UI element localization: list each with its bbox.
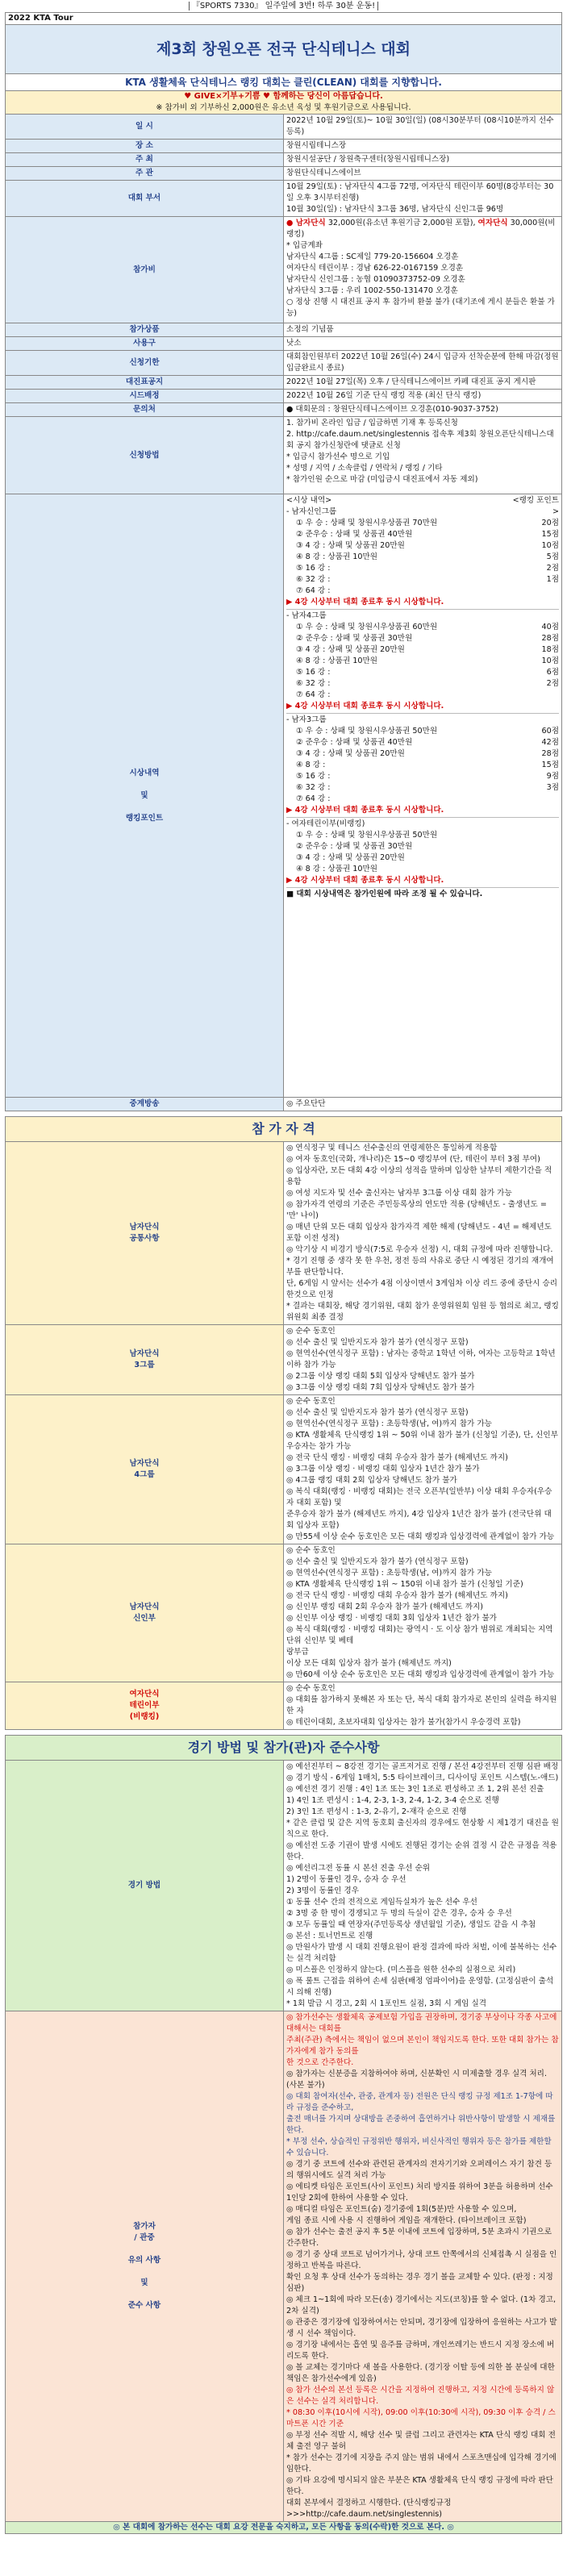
apply-line: 2. http://cafe.daum.net/singlestennis 접속후 제3회 창원오픈단식테니스대회 공지 참가신청란에 댓글로 신청 [286,430,554,450]
conduct-line: ◎ 참가 선수의 본선 등록은 시간을 지정하여 진행하고, 지정 시간에 등록하지 않은 선수는 실격 처리합니다. [286,2386,555,2406]
qualification-line: ◎ 대회를 참가하지 못해본 자 또는 단, 복식 대회 참가자로 본인의 실력을 하지원한 자 [286,1695,557,1715]
qualification-line: ◎ KTA 생활체육 단식랭킹 1위 ~ 150위 이내 참가 불가 (신청일 기준) [286,1580,523,1589]
info-value: 2022년 10월 27일(목) 오후 / 단식테니스에이브 카페 대진표 공지 게시판 [284,376,562,390]
info-value: 2022년 10월 26일 기준 단식 랭킹 적용 (최신 단식 랭킹) [284,390,562,403]
broadcast-value: ◎ 주요단단 [284,1098,562,1111]
conduct-line: 한 것으로 간주한다. [286,2058,354,2067]
info-row [6,337,562,351]
conduct-line: 대회 본부에서 결정하고 시행한다. (단식랭킹규정>>>http://cafe.daum.net/singlestennis) [286,2499,452,2519]
award-text: ② 준우승 : 상패 및 상품권 30만원 [296,842,413,851]
fee-label: 참가비 [6,217,284,323]
award-points: 5점 [546,552,559,561]
info-label: 문의처 [6,403,284,417]
awards-label [6,494,284,1098]
qualification-body [6,1142,562,1730]
qualification-table [5,1116,562,1730]
conduct-line: ◎ 대회 참여자(선수, 관중, 관계자 등) 전원은 단식 랭킹 규정 제1조 1-7항에 따라 규정을 준수하고, [286,2092,553,2112]
info-row [6,140,562,153]
qualification-line: ◎ 현역선수(연식정구 포함) : 남자는 중학교 1학년 이하, 여자는 고등학교 1학년 이하 참가 가능 [286,1349,556,1369]
award-text: ② 준우승 : 상패 및 상품권 40만원 [296,738,413,747]
apply-value [284,417,562,494]
award-row [286,678,559,690]
award-points: 1점 [546,575,559,584]
award-text: ③ 4 강 : 상패 및 상품권 20만원 [296,749,405,758]
qualification-row [6,1682,562,1730]
award-row [286,737,559,748]
qualification-value [284,1682,562,1730]
qualification-line: ◎ 현역선수(연식정구 포함) : 초등학생(남, 여)까지 참가 가능 [286,1419,492,1428]
award-row [286,563,559,574]
award-row [286,794,559,805]
award-row [286,690,559,701]
info-value: 낫소 [284,337,562,351]
award-note: ▶ 4강 시상부터 대회 종료후 동시 시상합니다. [286,876,444,885]
qualification-value [284,1395,562,1544]
award-points: 20점 [541,519,559,527]
qualification-line: ◎ 복식 대회(랭킹 · 비랭킹 대회)는 전국 오픈부(일반부) 이상 대회 우승자(우승자 대회 포함) 및 [286,1487,552,1507]
method-line: ◎ 미스플은 인정하지 않는다. (미스플을 원한 선수의 실점으로 처리) [286,1965,516,1974]
method-line: * 1회 발급 시 경고, 2회 시 1포인트 실점, 3회 시 게임 실격 [286,1999,486,2008]
qualification-line: ◎ 순수 동호인 [286,1546,336,1555]
award-text: ① 우 승 : 상패 및 창원시우상품권 70만원 [296,519,438,527]
qualification-value [284,1544,562,1682]
conduct-line: 출전 매너를 가지며 상대방을 존중하여 흡연하거나 위반사항이 발생할 시 제재를 한다. [286,2115,556,2135]
conduct-line: ◎ 경기 중 코트에 선수와 관련된 관계자의 전자기기와 오퍼레이스 자기 참견 등의 행위시에도 실격 처리 가능 [286,2160,552,2180]
method-line: ◎ 예선진부터 ~ 8강전 경기는 골프저거로 진행 / 본선 4강전부터 진행 심판 배정 [286,1762,559,1771]
info-row [6,167,562,181]
info-label: 장 소 [6,140,284,153]
qualification-line: * 경기 진행 중 생각 못 한 우천, 정전 등의 사유로 중단 시 예정된 경기의 재개여부를 판단합니다. [286,1257,554,1277]
fee-row [6,217,562,323]
method-value [284,1761,562,2011]
broadcast-row [6,1098,562,1111]
method-line: 1) 4인 1조 편성시 : 1-4, 2-3, 1-3, 2-4, 1-2, 3-4 순으로 진행 [286,1796,499,1805]
award-group-name: - 남자4그룹 [286,611,327,620]
award-row [286,830,559,841]
qualification-line: ◎ 3그룹 이상 랭킹 대회 7회 입상자 당해년도 참가 불가 [286,1383,475,1392]
qualification-line: ◎ 3그룹 이상 랭킹 · 비랭킹 대회 입상자 1년간 참가 불가 [286,1465,480,1473]
qualification-line: 준우승자 참가 불가 (해제년도 까지), 4강 입상자 1년간 참가 불가 (전국단위 대회 입상자 포함) [286,1510,552,1530]
info-row [6,115,562,140]
info-value: 대회참인원부터 2022년 10월 26일(수) 24시 입금자 선착순분에 한해 마감(정원 입금완료시 종료) [284,351,562,376]
award-text: ① 우 승 : 상패 및 창원시우상품권 50만원 [296,831,438,840]
qualification-line: ◎ 매년 단위 모든 대회 입상자 참가자격 제한 해제 (당해년도 - 4년 = 해제년도 포함 이전 성적) [286,1223,552,1243]
award-row [286,518,559,529]
conduct-line: * 08:30 이후(10시에 시작), 09:00 이후(10:30에 시작), 09:30 이후 승격 / 스마트폰 시간 기준 [286,2408,556,2428]
apply-line: * 성명 / 지역 / 소속클럽 / 연락처 / 랭킹 / 기타 [286,464,443,473]
fee-women-amount: 30,000원(비랭킹) [286,219,556,239]
qualification-value [284,1142,562,1325]
info-label: 주 관 [6,167,284,181]
info-value: 소정의 기념품 [284,323,562,337]
info-label: 신청기한 [6,351,284,376]
qualification-line: ◎ 참가자격 연령의 기준은 주민등록상의 연도만 적용 (당해년도 - 출생년도 = '만' 나이) [286,1200,547,1220]
info-row [6,390,562,403]
award-points: 2점 [546,564,559,573]
conduct-line: ◎ 부정 선수 적발 시, 해당 선수 및 클럽 그리고 관련자는 KTA 단식 랭킹 대회 전체 출전 영구 불허 [286,2431,556,2451]
method-line: 1) 2명이 동률인 경우, 승자 승 우선 [286,1875,406,1884]
award-text: ④ 8 강 : 상품권 10만원 [296,552,377,561]
qualification-label: 남자단식 신인부 [6,1544,284,1682]
fee-line: ○ 정상 진행 시 대진표 공지 후 참가비 환불 불가 (대기조에 게시 분들은 환불 가능) [286,298,555,318]
info-label: 대진표공지 [6,376,284,390]
award-row [286,841,559,852]
award-text: ⑥ 32 강 : [296,679,331,688]
award-text: ① 우 승 : 상패 및 창원시우상품권 60만원 [296,623,438,631]
conduct-line: 주최(주관) 측에서는 책임이 없으며 본인이 책임지도록 한다. 또한 대회 참가는 참가자에게 참가 동의를 [286,2036,559,2056]
qualification-line: ◎ 순수 동호인 [286,1397,336,1406]
conduct-line: ◎ 참가선수는 생활체육 공제보험 가입을 권장하며, 경기중 부상이나 각종 사고에 대해서는 대회를 [286,2013,557,2033]
fee-men-label: ● 남자단식 [286,219,326,227]
division-line: 10월 29일(토) : 남자단식 4그룹 72명, 여자단식 테린이부 60명(8강부터는 30일 오후 3시부터진행) [286,182,554,202]
awards-head-left: <시상 내역> [286,496,332,505]
award-row [286,667,559,678]
awards-label-a: 시상내역 [129,768,160,777]
qualification-row [6,1544,562,1682]
award-text: ④ 8 강 : [296,761,326,769]
qualification-line: ◎ 순수 동호인 [286,1327,336,1336]
give-line-1: ♥ GIVE×기부+기쁨 ♥ 함께하는 당신이 아름답습니다. [184,92,383,101]
award-group-name: - 여자테린이부(비랭킹) [286,819,365,828]
qualification-label: 여자단식 테린이부 (비랭킹) [6,1682,284,1730]
page-title: 제3회 창원오픈 전국 단식테니스 대회 [6,25,562,74]
apply-row [6,417,562,494]
qualification-line: ◎ 복식 대회(랭킹 · 비랭킹 대회)는 광역시 · 도 이상 참가 범위로 개최되는 지역 단위 신인부 및 베테 [286,1625,553,1645]
method-line: ① 동률 선수 간의 전적으로 게임득실차가 높은 선수 우선 [286,1898,477,1907]
award-points: 2점 [546,679,559,688]
conduct-label-c: 유의 사항 [127,2256,161,2265]
award-points: 28점 [541,749,559,758]
conduct-line: ◎ 참가자는 신분증을 지참하여야 하며, 신분확인 시 미제출할 경우 실격 처리. (사본 불가) [286,2070,547,2090]
info-value: 창원시설공단 / 창원축구센터(창원시립테니스장) [284,153,562,167]
conduct-line: ◎ 체크 1~1회에 따라 모든(송) 경기에서는 지도(코칭)를 할 수 없다. (1차 경고, 2차 실격) [286,2295,557,2315]
info-row [6,351,562,376]
qualification-line: ◎ 입상자란, 모든 대회 4강 이상의 성적을 말하며 입상한 날부터 제한기간을 적용함 [286,1166,552,1186]
method-line: ◎ 폭 룰트 근접을 위하여 손세 심판(배정 엄파이어)을 운영함. (고정심판이 출석시 의해 진행) [286,1977,554,1997]
top-slogan: 『SPORTS 7330』 일주일에 3번! 하루 30분 운동! [189,2,378,10]
fee-main-line [286,218,559,240]
qualification-line: ◎ KTA 생활체육 단식랭킹 1위 ~ 50위 이내 참가 불가 (신청일 기준), 단, 신인부 우승자는 참가 가능 [286,1431,558,1451]
award-points: 15점 [541,530,559,539]
award-points: 40점 [541,623,559,631]
apply-label: 신청방법 [6,417,284,494]
award-row [286,771,559,782]
qualification-line: ◎ 신인부 랭킹 대회 2회 우승자 참가 불가 (해제년도 까지) [286,1603,484,1611]
qualification-line: 랑부급 [286,1648,309,1657]
qualification-line: ◎ 선수 출신 및 일반지도자 참가 불가 (연식정구 포함) [286,1338,469,1347]
info-value: 2022년 10월 29일(토)~ 10월 30일(일) (08시30분부터 (08시10분까지 선수등록) [284,115,562,140]
award-points: 9점 [546,772,559,781]
conduct-line: ◎ 관중은 경기장에 입장하여서는 안되며, 경기장에 입장하여 응원하는 사고가 발생 시 선수 책임이다. [286,2318,557,2338]
qualification-line: ◎ 만60세 이상 순수 동호인은 모든 대회 랭킹과 입상경력에 관계없이 참가 가능 [286,1670,555,1679]
award-group-name: - 남자신인그룹 [286,507,337,516]
info-value [284,181,562,217]
qualification-row [6,1395,562,1544]
conduct-value [284,2011,562,2522]
award-text: ③ 4 강 : 상패 및 상품권 20만원 [296,645,405,654]
fee-line: 남자단식 3그룹 : 우리 1002-550-131470 오경훈 [286,286,458,295]
info-label: 대회 부서 [6,181,284,217]
award-text: ⑦ 64 강 : [296,586,331,595]
award-note: ▶ 4강 시상부터 대회 종료후 동시 시상합니다. [286,702,444,711]
fee-line: 남자단식 4그룹 : SC제일 779-20-156604 오경훈 [286,252,459,261]
award-row [286,622,559,633]
give-banner [6,91,562,115]
awards-label-b: 및 [140,790,148,800]
award-row [286,748,559,760]
qualification-line: 단, 6게임 시 앞서는 선수가 4점 이상이면서 3게임차 이상 리드 중에 중단시 승리한것으로 인정 [286,1279,557,1299]
qualification-line: ◎ 여성 지도자 및 선수 출신자는 남자부 3그룹 이상 대회 참가 가능 [286,1189,512,1198]
award-row [286,552,559,563]
broadcast-label: 중계방송 [6,1098,284,1111]
apply-line: * 입금시 참가선수 명으로 기입 [286,452,390,461]
method-line: ◎ 예선리그전 동률 시 본선 진출 우선 순위 [286,1864,430,1873]
qualification-value [284,1325,562,1395]
award-row [286,656,559,667]
awards-value [284,494,562,1098]
conduct-label-b: / 관중 [134,2233,155,2242]
qualification-label: 남자단식 공통사항 [6,1142,284,1325]
qualification-row [6,1325,562,1395]
rules-table [5,1735,562,2534]
info-label: 일 시 [6,115,284,140]
qualification-line: ◎ 연식정구 및 테니스 선수출신의 연령제한은 통일하게 적용함 [286,1144,498,1153]
qualification-label: 남자단식 3그룹 [6,1325,284,1395]
info-row [6,376,562,390]
award-text: ② 준우승 : 상패 및 상품권 30만원 [296,634,413,643]
qualification-row [6,1142,562,1325]
method-line: ③ 모두 동률일 때 연장자(주민등록상 생년월일 기준), 생일도 같을 시 추첨 [286,1920,536,1929]
info-row [6,181,562,217]
method-line: ◎ 만원사가 발생 시 대회 진행요원이 판정 결과에 따라 처벌, 이에 불복하는 선수는 실격 처리함 [286,1943,557,1963]
tour-label: 2022 KTA Tour [6,13,562,25]
method-row [6,1761,562,2011]
qualification-line: ◎ 여자 동호인(국화, 개나리)은 15~0 랭킹부여 (단, 테린이 부터 3점 부여) [286,1155,540,1164]
clean-slogan: KTA 생활체육 단식테니스 랭킹 대회는 클린(CLEAN) 대회를 지향합니다. [6,74,562,91]
info-label: 참가상품 [6,323,284,337]
qualification-label: 남자단식 4그룹 [6,1395,284,1544]
award-text: ⑦ 64 강 : [296,690,331,699]
conduct-label-e: 준수 사항 [127,2301,161,2310]
award-text: ③ 4 강 : 상패 및 상품권 20만원 [296,541,405,550]
conduct-label-a: 참가자 [133,2222,156,2231]
conduct-line: 게임 종료 시에 사용 시 진행하여 게임을 재개한다. (타이브레이크 포함) [286,2216,527,2225]
qualification-line: ◎ 만55세 이상 순수 동호인은 모든 대회 랭킹과 입상경력에 관계없이 참가 가능 [286,1532,555,1541]
qualification-heading: 참 가 자 격 [6,1117,562,1142]
award-text: ④ 8 강 : 상품권 10만원 [296,865,377,873]
award-points: 10점 [541,541,559,550]
awards-final-note: ■ 대회 시상내역은 참가인원에 따라 조정 될 수 있습니다. [286,890,483,898]
method-line: 2) 3인 1조 편성시 : 1-3, 2-유기, 2-재각 순으로 진행 [286,1807,467,1816]
rules-heading: 경기 방법 및 참가(관)자 준수사항 [6,1736,562,1761]
info-value: ● 대회문의 : 창원단식테니스에이브 오경훈(010-9037-3752) [284,403,562,417]
award-points: 15점 [541,761,559,769]
division-line: 10월 30일(일) : 남자단식 3그룹 36명, 남자단식 신인그룹 96명 [286,205,504,214]
award-group-name: - 남자3그룹 [286,715,327,724]
award-row [286,760,559,771]
award-text: ⑤ 16 강 : [296,668,331,677]
qualification-line: ◎ 순수 동호인 [286,1684,336,1693]
conduct-line: ◎ 경기 중 상대 코트로 넘어가거나, 상대 코트 안쪽에서의 신체접촉 시 실점을 인정하고 반복을 따른다. [286,2250,557,2270]
info-value: 창원단식테니스에이브 [284,167,562,181]
award-points: 18점 [541,645,559,654]
info-label: 주 최 [6,153,284,167]
info-row [6,323,562,337]
method-label: 경기 방법 [6,1761,284,2011]
fee-line: 여자단식 테린이부 : 경남 626-22-0167159 오경훈 [286,264,464,273]
qualification-line: ◎ 전국 단식 랭킹 · 비랭킹 대회 우승자 참가 불가 (해제년도 까지) [286,1453,508,1462]
conduct-line: ◎ 경기장 내에서는 흡연 및 음주를 금하며, 개인쓰레기는 반드시 지정 장소에 버리도록 한다. [286,2340,555,2361]
qualification-line: ◎ 신인부 이상 랭킹 · 비랭킹 대회 3회 입상자 1년간 참가 불가 [286,1614,498,1623]
fee-women-label: 여자단식 [477,219,508,227]
qualification-line: ◎ 악기상 시 비경기 방식(7:5로 우승자 선정) 시, 대회 규정에 따라 진행합니다. [286,1245,553,1254]
fee-men-amount: 32,000원(유소년 후원기금 2,000원 포함), [325,219,478,227]
award-text: ⑥ 32 강 : [296,783,331,792]
award-points: 60점 [541,727,559,736]
fee-value [284,217,562,323]
info-value: 창원시립테니스장 [284,140,562,153]
conduct-line: ◎ 기타 요강에 명시되지 않은 부분은 KTA 생활체육 단식 랭킹 규정에 따라 판단한다. [286,2476,553,2496]
qualification-line: ◎ 2그룹 이상 랭킹 대회 5회 입상자 당해년도 참가 불가 [286,1372,475,1381]
award-text: ⑦ 64 강 : [296,794,331,803]
qualification-line: 이상 모든 대회 입상자 참가 불가 (해제년도 까지) [286,1659,452,1668]
qualification-line: ◎ 현역선수(연식정구 포함) : 초등학생(남, 여)까지 참가 가능 [286,1569,492,1578]
award-note: ▶ 4강 시상부터 대회 종료후 동시 시상합니다. [286,806,444,815]
conduct-line: ◎ 매디컬 타임은 포인트(숨) 경기중에 1회(5분)만 사용할 수 있으며, [286,2205,517,2214]
fee-line: * 입금계좌 [286,241,323,250]
award-row [286,529,559,540]
award-text: ④ 8 강 : 상품권 10만원 [296,657,377,665]
conduct-line: * 부정 선수, 상습적인 규정위반 행위자, 비신사적인 행위자 등은 참가를 제한할 수 있습니다. [286,2137,552,2157]
conduct-line: ◎ 참가 선수는 출전 공지 후 5분 이내에 코트에 입장하며, 5분 초과시 기권으로 간주한다. [286,2228,552,2248]
award-note: ▶ 4강 시상부터 대회 종료후 동시 시상합니다. [286,598,444,606]
info-label: 사용구 [6,337,284,351]
award-text: ② 준우승 : 상패 및 상품권 40만원 [296,530,413,539]
method-line: ◎ 예선전 도중 기권이 발생 시에도 진행된 경기는 순위 결정 시 같은 규정을 적용한다. [286,1841,557,1861]
method-line: ◎ 본선 : 토너먼트로 진행 [286,1932,373,1940]
top-slogan-bar [5,1,562,12]
award-row [286,864,559,875]
points-head: <랭킹 포인트> [512,496,559,516]
award-text: ⑤ 16 강 : [296,564,331,573]
method-line: ◎ 예선전 경기 진행 : 4인 1조 또는 3인 1조로 편성하고 조 1, 2위 본선 진출 [286,1785,544,1794]
apply-line: 1. 참가비 온라인 입금 / 입금하면 기재 후 등록신청 [286,419,458,427]
award-text: ⑥ 32 강 : [296,575,331,584]
qualification-line: ◎ 선수 출신 및 일반지도자 참가 불가 (연식정구 포함) [286,1557,469,1566]
qualification-line: ◎ 선수 출신 및 일반지도자 참가 불가 (연식정구 포함) [286,1408,469,1417]
apply-line: * 참가인원 순으로 마감 (미입금시 대진표에서 자동 제외) [286,475,478,484]
conduct-line: 확인 요청 후 상대 선수가 동의하는 경우 경기 볼을 교체할 수 있다. (판정 : 지정 심판) [286,2273,553,2293]
main-info-table [5,12,562,1111]
award-row [286,852,559,864]
awards-row [6,494,562,1098]
conduct-label [6,2011,284,2522]
method-line: 2) 3명이 동률인 경우 [286,1886,359,1895]
award-text: ③ 4 강 : 상패 및 상품권 20만원 [296,853,405,862]
award-points: 28점 [541,634,559,643]
awards-label-c: 랭킹포인트 [125,813,164,823]
award-groups [286,506,559,886]
award-points: 6점 [546,668,559,677]
award-row [286,586,559,597]
award-row [286,644,559,656]
fee-line: 남자단식 신인그룹 : 농협 01090373752-09 오경훈 [286,275,465,284]
award-row [286,574,559,586]
method-line: ② 3명 중 한 명이 경쟁되고 두 명의 득실이 같은 경우, 승자 승 우선 [286,1909,512,1918]
qualification-line: * 결과는 대회장, 해당 경기위원, 대회 참가 운영위원회 임원 등 협의로 최고, 랭킹위원회 최종 결정 [286,1302,559,1322]
conduct-line: ◎ 에티켓 타임은 포인트(사이 포인트) 처리 방지를 위하여 3분을 허용하며 선수 1인당 2회에 한하여 사용할 수 있다. [286,2182,553,2203]
info-row [6,403,562,417]
award-points: 3점 [546,783,559,792]
conduct-line: ◎ 볼 교체는 경기마다 새 볼을 사용한다. (경기장 이탈 등에 의한 볼 분실에 대한 책임은 참가선수에게 있음) [286,2363,555,2383]
award-points: 10점 [541,657,559,665]
award-points: 42점 [541,738,559,747]
qualification-line: ◎ 4그룹 랭킹 대회 2회 입상자 당해년도 참가 불가 [286,1476,457,1485]
award-row [286,540,559,552]
conduct-label-d: 및 [140,2278,148,2287]
award-row [286,633,559,644]
award-text: ⑤ 16 강 : [296,772,331,781]
award-row [286,782,559,794]
conduct-row [6,2011,562,2522]
qualification-line: ◎ 전국 단식 랭킹 · 비랭킹 대회 우승자 참가 불가 (해제년도 까지) [286,1591,508,1600]
qualification-line: ◎ 테린이대회, 초보자대회 입상자는 참가 불가(참가시 우승경력 포함) [286,1718,521,1727]
conduct-line: * 참가 선수는 경기에 지장을 주지 않는 범위 내에서 스포츠맨십에 입각해 경기에 임한다. [286,2453,557,2474]
award-text: ① 우 승 : 상패 및 창원시우상품권 50만원 [296,727,438,736]
method-line: ◎ 경기 방식 - 6게임 1매치, 5:5 타이브레이크, 디사이딩 포인트 시스템(노-애드) [286,1774,559,1782]
info-label: 시드배정 [6,390,284,403]
award-row [286,726,559,737]
footer-notice: ◎ 본 대회에 참가하는 선수는 대회 요강 전문을 숙지하고, 모든 사항을 동의(수락)한 것으로 본다. ◎ [6,2522,562,2534]
give-line-2: ※ 참가비 외 기부하신 2,000원은 유소년 육성 및 후원기금으로 사용됩니다. [6,102,561,114]
method-line: * 같은 클럽 및 같은 지역 동호회 출신자의 경우에도 현상황 시 제1경기 대진을 원칙으로 한다. [286,1819,559,1839]
info-row [6,153,562,167]
